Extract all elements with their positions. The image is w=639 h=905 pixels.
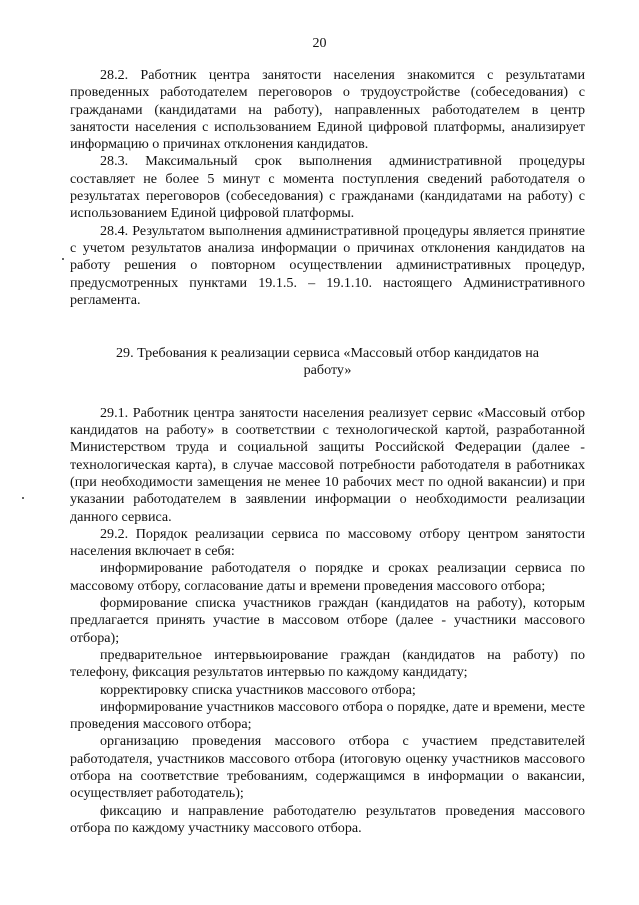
list-item-organize-selection: организацию проведения массового отбора с участием представителей работодателя, участников массового отбора (итоговую оценку участников массового отбора на соответствие требованиям, содержащимся в информации о вакансии, осуществляет работодатель); <box>70 733 585 802</box>
section-29 <box>70 405 585 837</box>
paragraph-28-3: 28.3. Максимальный срок выполнения административной процедуры составляет не более 5 минут с момента поступления сведений работодателя о результатах переговоров (собеседования) с гражданами (кандидатами на работу) с использованием Единой цифровой платформы. <box>70 153 585 222</box>
scan-speck <box>22 497 24 499</box>
list-item-phone-interview: предварительное интервьюирование граждан (кандидатов на работу) по телефону, фиксация результатов интервью по каждому кандидату; <box>70 646 585 681</box>
document-body <box>70 67 585 837</box>
list-item-form-participant-list: формирование списка участников граждан (кандидатов на работу), которым предлагается принять участие в массовом отборе (далее - участники массового отбора); <box>70 595 585 646</box>
paragraph-29-2: 29.2. Порядок реализации сервиса по массовому отбору центром занятости населения включает в себя: <box>70 525 585 560</box>
paragraph-28-4: 28.4. Результатом выполнения административной процедуры является принятие с учетом результатов анализа информации о причинах отклонения кандидатов на работу решения о повторном осуществлении административных процедур, предусмотренных пунктами 19.1.5. – 19.1.10. настоящего Административного регламента. <box>70 222 585 308</box>
paragraph-28-2: 28.2. Работник центра занятости населения знакомится с результатами проведенных работодателем переговоров о трудоустройстве (собеседования) с гражданами (кандидатами на работу), направленных работодателем в центр занятости населения с использованием Единой цифровой платформы, анализирует информацию о причинах отклонения кандидатов. <box>70 67 585 153</box>
section-28 <box>70 67 585 309</box>
list-item-inform-participants: информирование участников массового отбора о порядке, дате и времени, месте проведения массового отбора; <box>70 698 585 733</box>
section-29-heading: 29. Требования к реализации сервиса «Массовый отбор кандидатов на работу» <box>115 345 540 379</box>
list-item-inform-employer: информирование работодателя о порядке и сроках реализации сервиса по массовому отбору, согласование даты и времени проведения массового отбора; <box>70 560 585 594</box>
scan-speck <box>62 258 64 260</box>
list-item-correct-list: корректировку списка участников массового отбора; <box>100 681 416 698</box>
list-item-send-results: фиксацию и направление работодателю результатов проведения массового отбора по каждому участнику массового отбора. <box>70 802 585 836</box>
page-number: 20 <box>312 36 327 51</box>
paragraph-29-1: 29.1. Работник центра занятости населения реализует сервис «Массовый отбор кандидатов на работу» в соответствии с технологической картой, разработанной Министерством труда и социальной защиты Российской Федерации (далее - технологическая карта), в случае массовой потребности работодателя в работниках (при необходимости замещения не менее 10 рабочих мест по одной вакансии) и при указании работодателем в заявлении информации о необходимости реализации данного сервиса. <box>70 404 585 525</box>
